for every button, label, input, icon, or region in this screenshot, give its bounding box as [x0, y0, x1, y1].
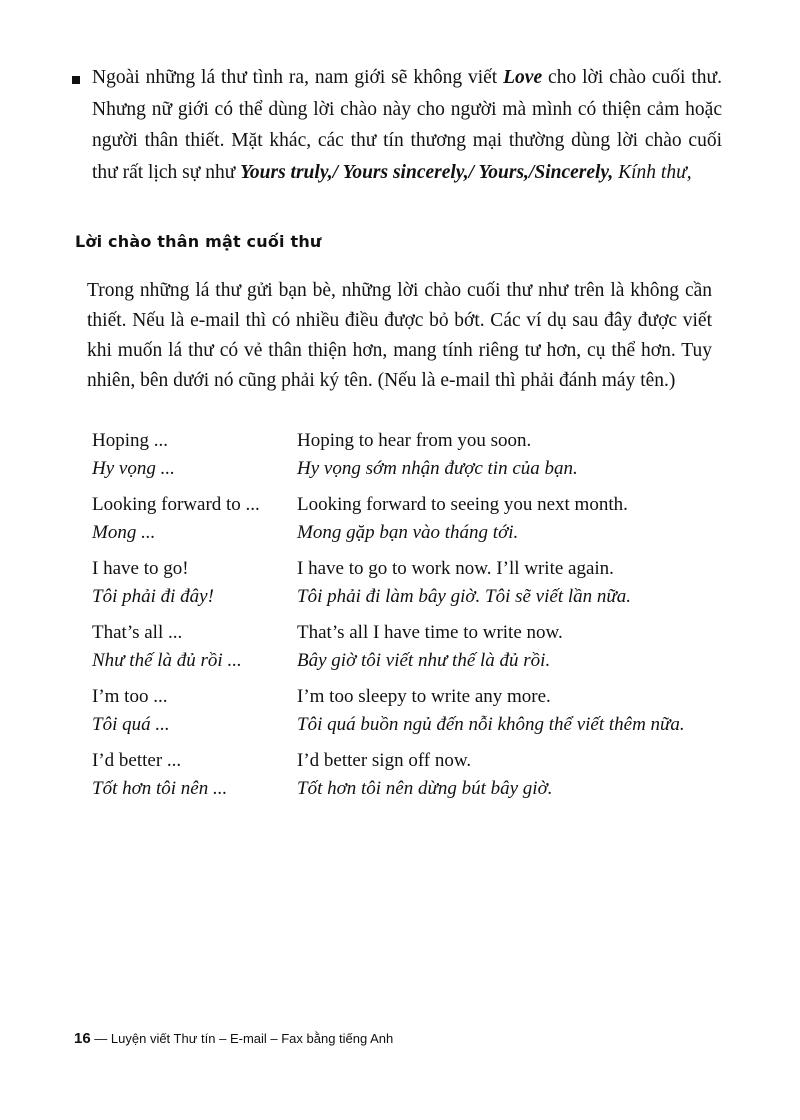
square-bullet-icon — [72, 76, 80, 84]
bullet-text-part1: Ngoài những lá thư tình ra, nam giới sẽ không viết — [92, 67, 504, 88]
phrase-short-en: I’m too ... — [92, 686, 168, 707]
phrase-short-en: I have to go! — [92, 558, 189, 579]
phrase-full-en: I’d better sign off now. — [297, 750, 472, 771]
phrase-table — [92, 428, 732, 812]
phrase-short-vi: Như thế là đủ rồi ... — [92, 650, 242, 671]
phrase-full-vi: Tôi phải đi làm bây giờ. Tôi sẽ viết lần nữa. — [297, 586, 631, 607]
page-number: 16 — [74, 1030, 91, 1047]
phrase-full-en: I’m too sleepy to write any more. — [297, 686, 551, 707]
phrase-short-vi: Tôi quá ... — [92, 714, 170, 735]
phrase-full-vi: Tốt hơn tôi nên dừng bút bây giờ. — [297, 778, 553, 799]
phrase-row — [92, 620, 732, 684]
phrase-short-en: I’d better ... — [92, 750, 182, 771]
phrase-full-vi: Tôi quá buồn ngủ đến nỗi không thể viết thêm nữa. — [297, 714, 685, 735]
phrase-row — [92, 492, 732, 556]
phrase-row — [92, 556, 732, 620]
phrase-short-vi: Hy vọng ... — [92, 458, 175, 479]
phrase-full-vi: Hy vọng sớm nhận được tin của bạn. — [297, 458, 578, 479]
phrase-full-en: Hoping to hear from you soon. — [297, 430, 532, 451]
phrase-row — [92, 684, 732, 748]
phrase-full-en: I have to go to work now. I’ll write again. — [297, 558, 614, 579]
phrase-full-en: That’s all I have time to write now. — [297, 622, 563, 643]
page-footer — [74, 1030, 393, 1047]
phrase-short-vi: Tôi phải đi đây! — [92, 586, 214, 607]
intro-paragraph: Trong những lá thư gửi bạn bè, những lời chào cuối thư như trên là không cần thiết. Nếu là e-mail thì có nhiều điều được bỏ bớt. Các ví dụ sau đây được viết khi muốn lá thư có vẻ thân thiện hơn, mang tính riêng tư hơn, cụ thể hơn. Tuy nhiên, bên dưới nó cũng phải ký tên. (Nếu là e-mail thì phải đánh máy tên.) — [87, 280, 712, 391]
phrase-short-en: Looking forward to ... — [92, 494, 260, 515]
book-title: — Luyện viết Thư tín – E-mail – Fax bằng tiếng Anh — [90, 1031, 394, 1046]
phrase-row — [92, 428, 732, 492]
phrase-short-vi: Tốt hơn tôi nên ... — [92, 778, 228, 799]
phrase-row — [92, 748, 732, 812]
phrase-short-en: That’s all ... — [92, 622, 183, 643]
formal-closings: Yours truly,/ Yours sincerely,/ Yours,/Sincerely, — [240, 161, 614, 183]
phrase-short-vi: Mong ... — [92, 522, 156, 543]
love-word: Love — [503, 67, 543, 88]
phrase-short-en: Hoping ... — [92, 430, 168, 451]
bullet-text-part2: cho lời chào cuối thư. Nhưng nữ giới có thể dùng lời chào này cho người mà mình có thiện cảm hoặc người thân thiết. Mặt khác, các thư tín thương mại thường dùng lời chào cuối thư rất lịch sự như — [92, 67, 722, 183]
kinh-thu-closing: Kính thư, — [618, 161, 692, 183]
bullet-text — [92, 62, 722, 188]
phrase-full-vi: Mong gặp bạn vào tháng tới. — [297, 522, 519, 543]
phrase-full-vi: Bây giờ tôi viết như thế là đủ rồi. — [297, 650, 551, 671]
section-heading: Lời chào thân mật cuối thư — [75, 232, 322, 251]
phrase-full-en: Looking forward to seeing you next month. — [297, 494, 628, 515]
